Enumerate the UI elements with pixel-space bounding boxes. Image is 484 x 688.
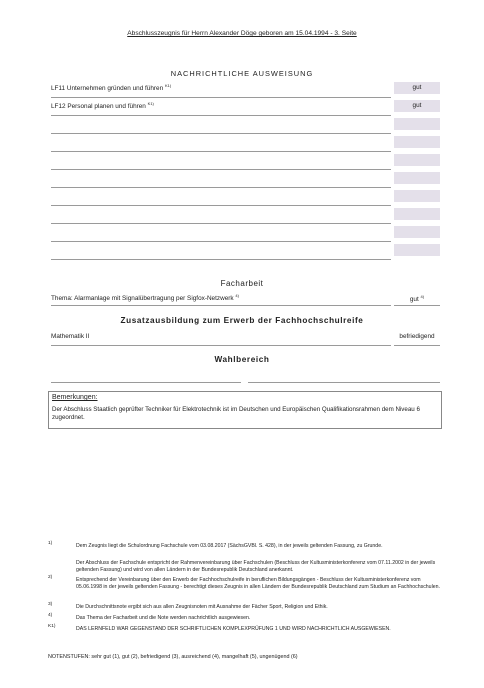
grade-box (394, 118, 440, 130)
grade-box (394, 226, 440, 238)
footnote-text: Die Durchschnittsnote ergibt sich aus allen Zeugnisnoten mit Ausnahme der Fächer Sport, Religion und Ethik. (76, 604, 328, 610)
row-line (51, 345, 391, 346)
row-line (51, 187, 391, 188)
row-line (51, 97, 391, 98)
mathematik-label: Mathematik II (51, 333, 90, 340)
lf12-grade: gut (412, 102, 422, 109)
row-line (51, 115, 391, 116)
footnote-text: Entsprechend der Vereinbarung über den Erwerb der Fachhochschulreife in beruflichen Bildungsgängen - Beschluss der Kultusministerkonferenz vom 05.06.1998 in der jeweils geltenden Fassung - berechtigt dieses Zeugnis in allen Ländern der Bundesrepublik Deutschland zum Studium an Fachhochschulen. (76, 577, 440, 590)
grade-box (394, 154, 440, 166)
remarks-text: Der Abschluss Staatlich geprüfter Techniker für Elektrotechnik ist im Deutschen und Europäischen Qualifikationsrahmen dem Niveau 6 zugeordnet. (52, 406, 420, 421)
facharbeit-grade: gut $^{4)}$ (409, 294, 425, 304)
footnote-text: Das Thema der Facharbeit und die Note werden nachrichtlich ausgewiesen. (76, 615, 251, 621)
footnote-mark: 2) (48, 575, 53, 580)
grade-box (394, 208, 440, 220)
grade-box (394, 172, 440, 184)
footnote-mark: 1) (48, 541, 53, 546)
lf12-label: LF12 Personal planen und führen $^{K1)}$ (51, 101, 154, 111)
facharbeit-title: Facharbeit (220, 279, 264, 288)
row-line (51, 241, 391, 242)
row-line (51, 259, 391, 260)
notenstufen-legend: NOTENSTUFEN: sehr gut (1), gut (2), befriedigend (3), ausreichend (4), mangelhaft (5), ungenügend (6) (48, 654, 298, 660)
footnote-text: Dem Zeugnis liegt die Schulordnung Fachschule vom 03.08.2017 (SächsGVBl. S. 428), in der jeweils geltenden Fassung, zu Grunde. (76, 543, 383, 549)
grade-box (394, 244, 440, 256)
grade-box (394, 136, 440, 148)
row-line (51, 382, 241, 383)
grade-line (394, 345, 440, 346)
row-line (248, 382, 440, 383)
footnote-mark: K1) (48, 624, 56, 629)
facharbeit-label: Thema: Alarmanlage mit Signalübertragung per Sigfox-Netzwerk $^{4)}$ (51, 293, 239, 303)
mathematik-grade: befriedigend (399, 333, 435, 340)
lf11-grade: gut (412, 84, 422, 91)
nachrichtliche-title: NACHRICHTLICHE AUSWEISUNG (170, 69, 314, 78)
remarks-box (48, 391, 442, 429)
row-line (51, 151, 391, 152)
footnote-text: DAS LERNFELD WAR GEGENSTAND DER SCHRIFTLICHEN KOMPLEXPRÜFUNG 1 UND WIRD NACHRICHTLICH AUSGEWIESEN. (76, 626, 391, 632)
row-line (51, 133, 391, 134)
footnote-text: Der Abschluss der Fachschule entspricht der Rahmenvereinbarung über Fachschulen (Beschluss der Kultusministerkonferenz vom 07.11.2002 in der jeweils geltenden Fassung) und wird von allen Ländern in der Bundesrepublik Deutschland anerkannt. (76, 560, 436, 573)
row-line (51, 305, 391, 306)
footnote-mark: 3) (48, 602, 53, 607)
remarks-title: Bemerkungen: (52, 394, 98, 401)
zusatz-title: Zusatzausbildung zum Erwerb der Fachhochschulreife (120, 316, 364, 325)
wahlbereich-title: Wahlbereich (214, 355, 270, 364)
footnote-mark: 4) (48, 613, 53, 618)
grade-line (394, 305, 440, 306)
lf11-label: LF11 Unternehmen gründen und führen $^{K1)}$ (51, 83, 172, 93)
row-line (51, 169, 391, 170)
row-line (51, 205, 391, 206)
row-line (51, 223, 391, 224)
grade-box (394, 190, 440, 202)
document-header: Abschlusszeugnis für Herrn Alexander Döge geboren am 15.04.1994 - 3. Seite (127, 30, 357, 37)
